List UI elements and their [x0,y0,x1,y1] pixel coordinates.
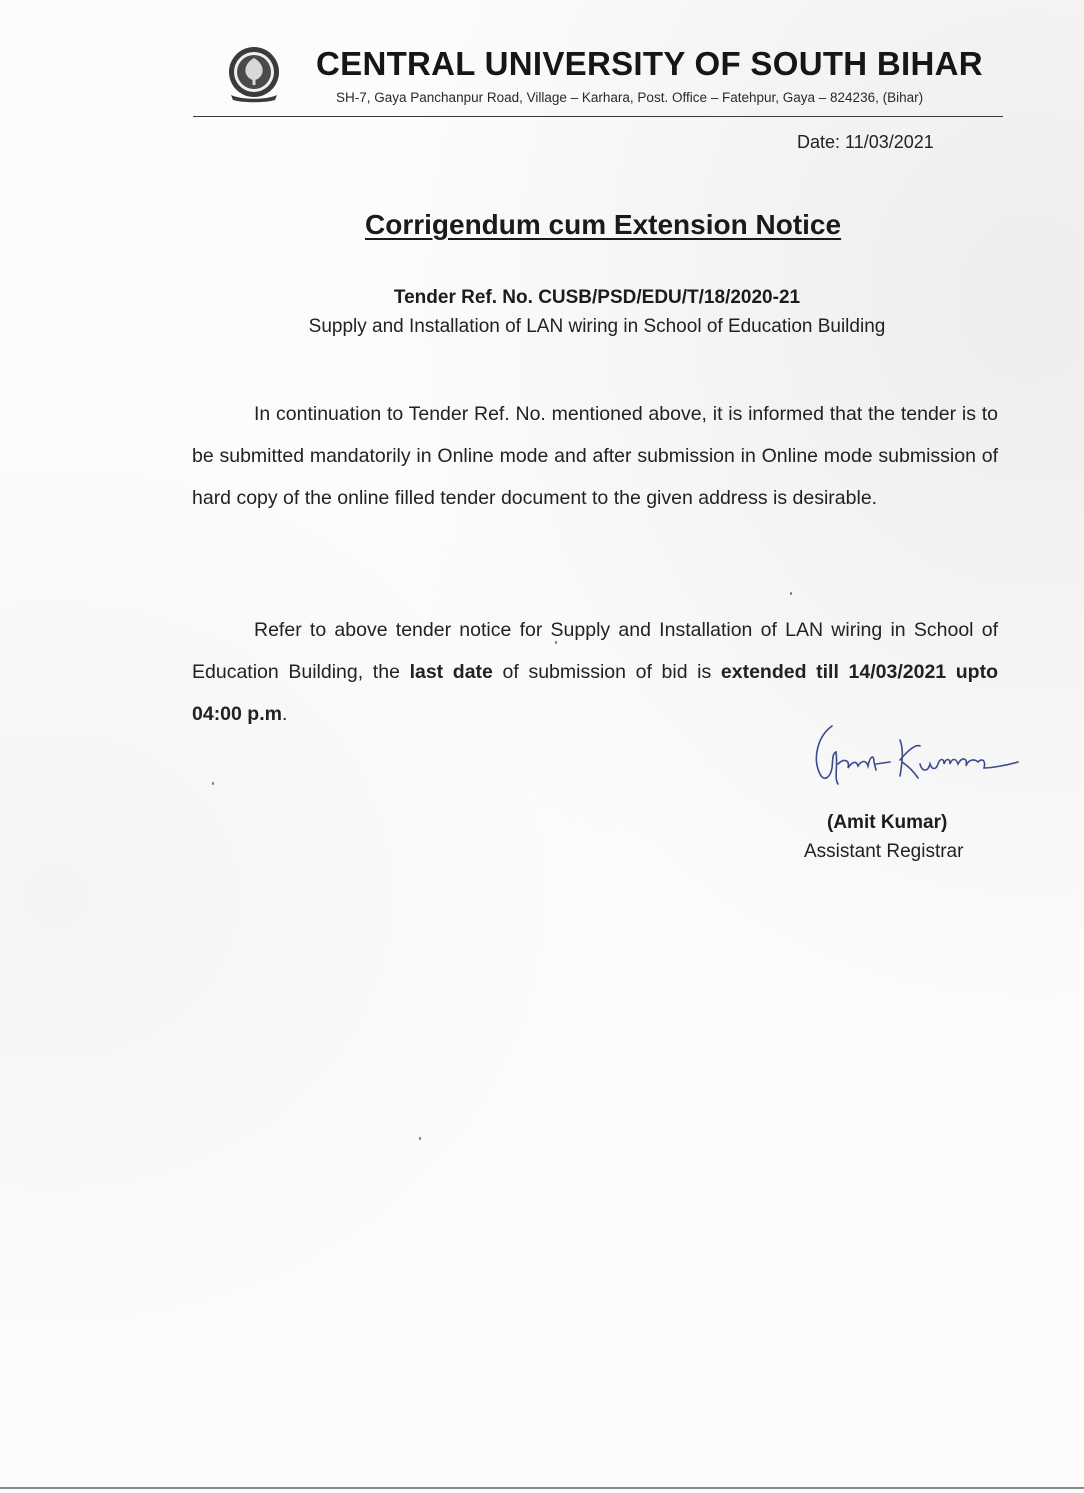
scan-speck [212,782,214,785]
date-label: Date: [797,132,841,152]
date-line [797,132,934,153]
scan-speck [419,1137,421,1140]
paragraph-2-text-3: . [281,703,288,725]
tender-reference: Tender Ref. No. CUSB/PSD/EDU/T/18/2020-21 [393,287,801,308]
university-name: CENTRAL UNIVERSITY OF SOUTH BIHAR [316,45,983,82]
scan-edge-line [0,1487,1084,1489]
scan-speck [555,641,557,644]
date-value: 11/03/2021 [845,132,934,152]
paragraph-extension [192,609,998,735]
tender-subject: Supply and Installation of LAN wiring in School of Education Building [308,316,886,337]
handwritten-signature [808,720,1038,800]
university-emblem-icon [223,43,285,105]
paragraph-continuation [192,393,998,519]
signatory-designation: Assistant Registrar [804,841,964,862]
extended-deadline-emphasis: extended till 14/03/2021 upto 04:00 p.m [192,661,998,725]
letterhead-divider [193,116,1003,117]
scan-speck [790,592,792,595]
paragraph-1-text: In continuation to Tender Ref. No. mentioned above, it is informed that the tender is to be submitted mandatorily in Online mode and after submission in Online mode submission of hard copy of the online filled tender document to the given address is desirable. [192,403,998,509]
university-address: SH-7, Gaya Panchanpur Road, Village – Karhara, Post. Office – Fatehpur, Gaya – 824236, (Bihar) [336,90,924,105]
paragraph-2-text-2: of submission of bid is [492,661,721,683]
last-date-emphasis: last date [409,661,493,683]
signatory-name: (Amit Kumar) [827,812,948,833]
notice-title: Corrigendum cum Extension Notice [365,209,842,240]
paragraph-2-text-1: Refer to above tender notice for Supply and Installation of LAN wiring in School of Education Building, the [192,619,998,683]
